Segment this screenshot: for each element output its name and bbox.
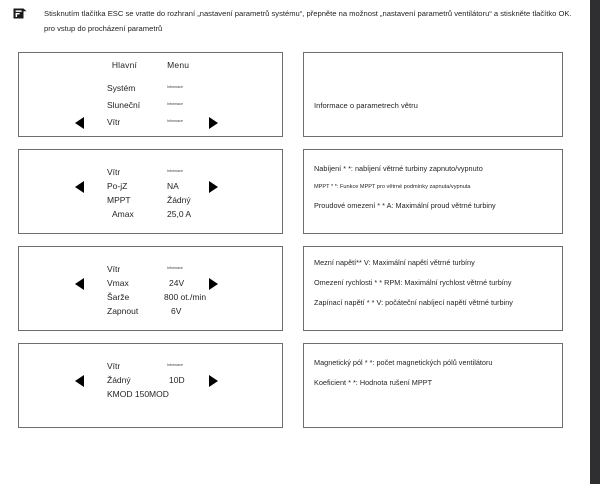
menu-item-system-info: Informace [167,85,183,89]
screen-3-heading-wind: Vítr [107,264,121,274]
param-mppt-label[interactable]: MPPT [107,195,131,205]
menu-item-solar-label[interactable]: Sluneční [107,100,141,110]
info-panel-4-line-1: Magnetický pól * *: počet magnetických pólů ventilátoru [314,358,493,367]
menu-item-wind-info: Informace [167,119,183,123]
info-panel-3-line-2: Omezení rychlosti * * RPM: Maximální rychlost větrné turbíny [314,278,512,287]
param-zapnout-label[interactable]: Zapnout [107,306,139,316]
info-panel-4-line-2: Koeficient * *: Hodnota rušení MPPT [314,378,433,387]
pointing-hand-icon [13,8,27,21]
screen-title-left: Hlavní [111,60,138,70]
screen-title-right: Menu [167,60,190,70]
param-zadny-value[interactable]: 10D [169,375,185,385]
screen-2-heading-wind: Vítr [107,167,121,177]
param-sarze-label[interactable]: Šarže [107,292,130,302]
screen-4-heading-info: Informace [167,363,183,367]
screen-title-1 [19,60,282,70]
info-panel-2-line-1: Nabíjení * *: nabíjení větrné turbiny zapnuto/vypnuto [314,164,483,173]
nav-arrow-right-icon[interactable] [209,375,218,387]
instruction-header [0,0,590,37]
panel-row [0,246,590,343]
device-screen-panel-4[interactable] [18,343,283,428]
nav-arrow-left-icon[interactable] [75,278,84,290]
nav-arrow-left-icon[interactable] [75,117,84,129]
nav-arrow-right-icon[interactable] [209,278,218,290]
info-panel-2-line-2: MPPT * *: Funkce MPPT pro větrné podmínky zapnuta/vypnuta [314,184,471,190]
info-panel-3-line-1: Mezní napětí** V: Maximální napětí větrné turbíny [314,258,475,267]
screen-3-heading-info: Informace [167,266,183,270]
instruction-text [44,7,572,37]
device-screen-panel-3[interactable] [18,246,283,331]
instruction-line-2: pro vstup do procházení parametrů [44,23,163,33]
param-vmax-value[interactable]: 24V [169,278,185,288]
param-vmax-label[interactable]: Vmax [107,278,129,288]
param-sarze-value[interactable]: 800 ot./min [164,292,207,302]
param-zadny-label[interactable]: Žádný [107,375,131,385]
menu-item-solar-info: Informace [167,102,183,106]
info-panel-2 [303,149,563,234]
info-panel-1-text: Informace o parametrech větru [314,101,418,110]
param-kmod-label[interactable]: KMOD 150MOD [107,389,169,399]
panel-row [0,52,590,149]
instruction-line-1: Stisknutím tlačítka ESC se vratte do rozhraní „nastavení parametrů systému“, přepněte na možnost „nastavení parametrů ventilátoru“ a stiskněte tlačítko OK. [44,9,572,18]
param-amax-label[interactable]: Amax [112,209,134,219]
nav-arrow-left-icon[interactable] [75,181,84,193]
panel-row [0,343,590,440]
page-edge-band [590,0,600,484]
nav-arrow-right-icon[interactable] [209,181,218,193]
info-panel-2-line-3: Proudové omezení * * A: Maximální proud větrné turbiny [314,201,496,210]
nav-arrow-left-icon[interactable] [75,375,84,387]
nav-arrow-right-icon[interactable] [209,117,218,129]
param-zapnout-value[interactable]: 6V [171,306,182,316]
param-amax-value[interactable]: 25,0 A [167,209,192,219]
param-pojz-label[interactable]: Po-jZ [107,181,128,191]
device-screen-panel-1[interactable] [18,52,283,137]
menu-item-system-label[interactable]: Systém [107,83,136,93]
info-panel-3-line-3: Zapínací napětí * * V: počáteční nabíjecí napětí větrné turbiny [314,298,513,307]
param-pojz-value[interactable]: NA [167,181,179,191]
param-mppt-value[interactable]: Žádný [167,195,191,205]
menu-item-wind-label[interactable]: Vítr [107,117,121,127]
screen-2-heading-info: Informace [167,169,183,173]
screen-4-heading-wind: Vítr [107,361,121,371]
info-panel-1 [303,52,563,137]
panel-row [0,149,590,246]
info-panel-4 [303,343,563,428]
panel-rows [0,52,590,440]
info-panel-3 [303,246,563,331]
device-screen-panel-2[interactable] [18,149,283,234]
